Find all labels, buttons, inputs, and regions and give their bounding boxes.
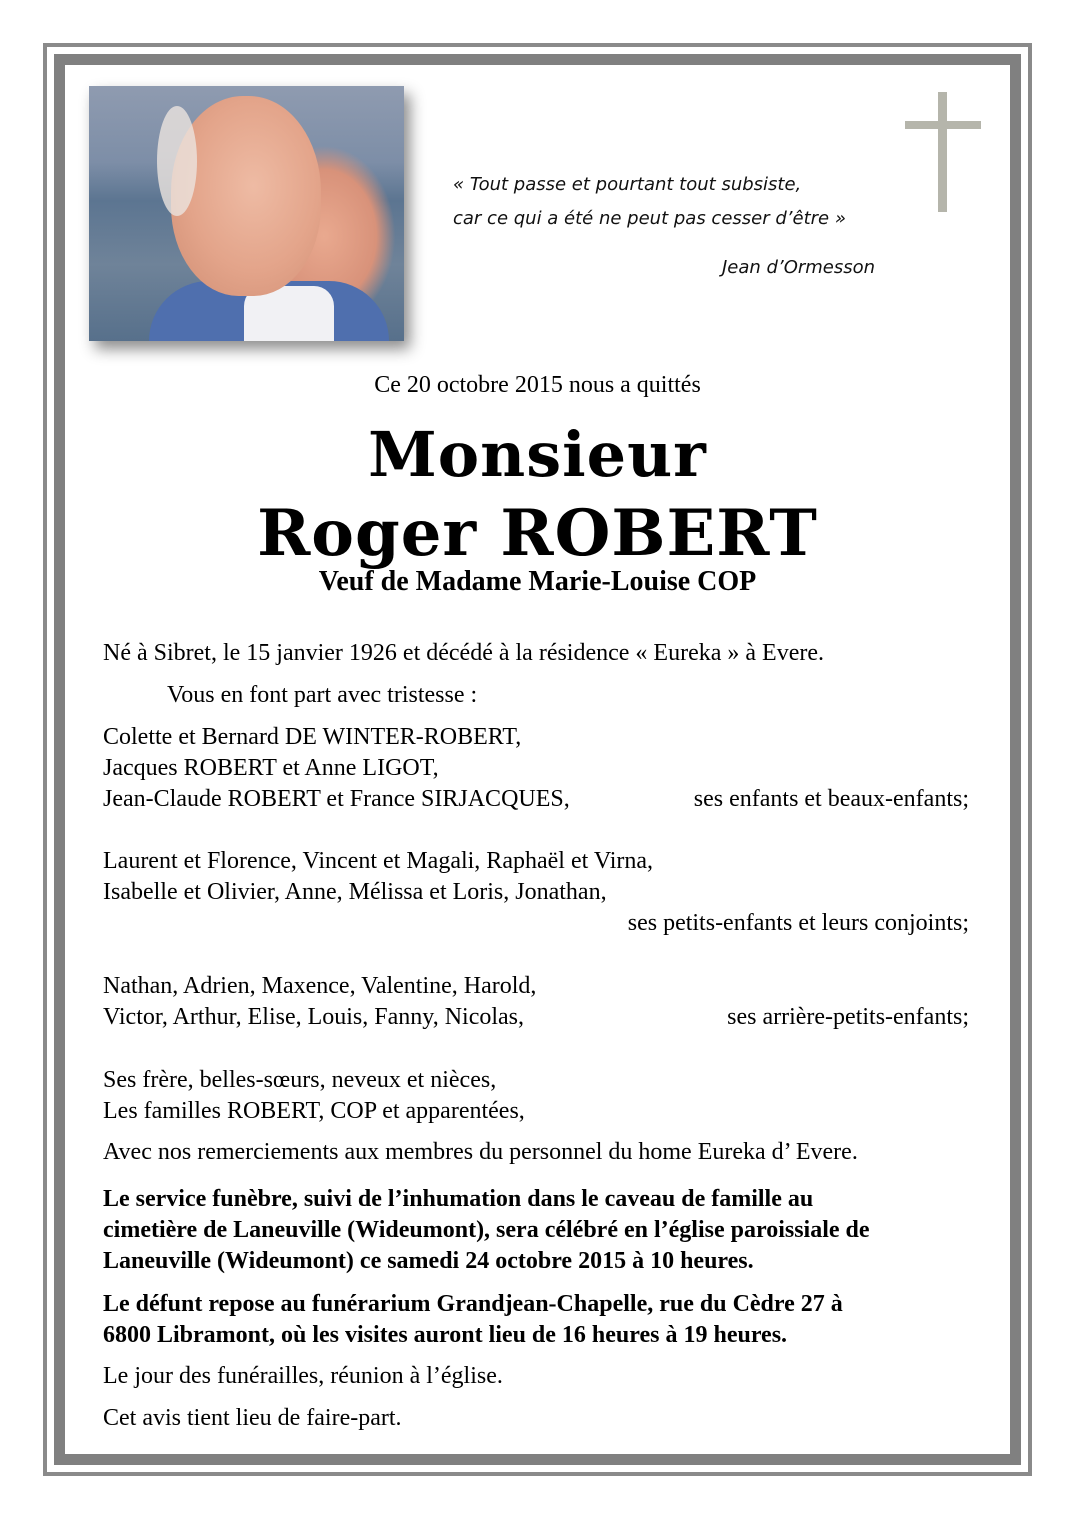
birth-death-line: Né à Sibret, le 15 janvier 1926 et décédé à la résidence « Eureka » à Evere. [103,640,824,666]
quote-line-1: « Tout passe et pourtant tout subsiste, [453,174,802,195]
service-line: Laneuville (Wideumont) ce samedi 24 octobre 2015 à 10 heures. [103,1248,754,1274]
family-line: Jacques ROBERT et Anne LIGOT, [103,755,439,781]
family-line: Les familles ROBERT, COP et apparentées, [103,1098,525,1124]
family-line: Isabelle et Olivier, Anne, Mélissa et Loris, Jonathan, [103,879,607,905]
relation-label: ses arrière-petits-enfants; [727,1004,969,1030]
service-line: Le service funèbre, suivi de l’inhumation dans le caveau de famille au [103,1186,814,1212]
family-line: Jean-Claude ROBERT et France SIRJACQUES, [103,786,570,812]
visitation-line: 6800 Libramont, où les visites auront lieu de 16 heures à 19 heures. [103,1322,788,1348]
family-line: Laurent et Florence, Vincent et Magali, Raphaël et Virna, [103,848,654,874]
family-line: Nathan, Adrien, Maxence, Valentine, Harold, [103,973,537,999]
title-line-1: Monsieur [368,418,707,491]
photo-hair [157,106,197,216]
relation-label: ses enfants et beaux-enfants; [693,786,969,812]
epigraph-quote [453,168,846,236]
quote-author: Jean d’Ormesson [722,257,876,278]
meeting-line: Le jour des funérailles, réunion à l’église. [103,1363,503,1389]
relation-label: ses petits-enfants et leurs conjoints; [627,910,969,936]
widow-line: Veuf de Madame Marie-Louise COP [318,566,757,597]
quote-line-2: car ce qui a été ne peut pas cesser d’être » [453,208,846,229]
intro-line: Vous en font part avec tristesse : [167,682,478,708]
thanks-line: Avec nos remerciements aux membres du personnel du home Eureka d’ Evere. [103,1139,858,1165]
date-line: Ce 20 octobre 2015 nous a quittés [374,372,701,398]
family-line: Ses frère, belles-sœurs, neveux et nièces, [103,1067,497,1093]
photo-face [171,96,321,296]
cross-icon [905,92,981,212]
visitation-line: Le défunt repose au funérarium Grandjean-Chapelle, rue du Cèdre 27 à [103,1291,843,1317]
family-line: Colette et Bernard DE WINTER-ROBERT, [103,724,522,750]
deceased-name: Roger ROBERT [257,496,818,571]
service-line: cimetière de Laneuville (Wideumont), sera célébré en l’église paroissiale de [103,1217,870,1243]
portrait-photo [89,86,404,341]
family-line: Victor, Arthur, Elise, Louis, Fanny, Nicolas, [103,1004,525,1030]
closing-line: Cet avis tient lieu de faire-part. [103,1405,402,1431]
